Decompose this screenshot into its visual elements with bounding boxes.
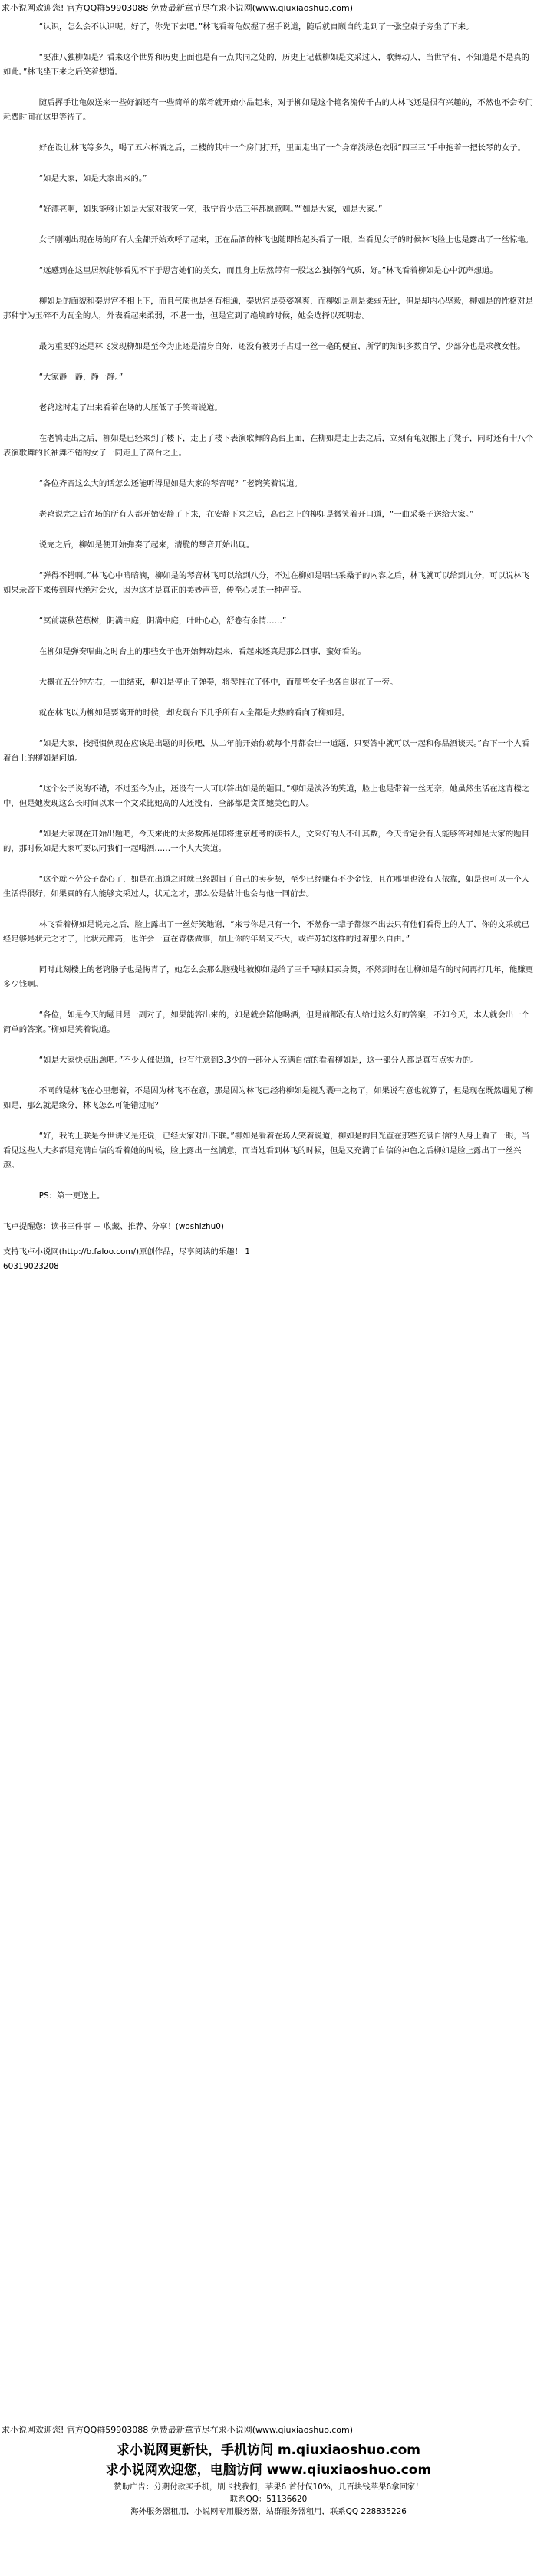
paragraph: 在老鸨走出之后，柳如是已经来到了楼下，走上了楼下表演歌舞的高台上面，在柳如是走上去之后，立刻有龟奴搬上了凳子，同时还有十八个表演歌舞的长袖舞不错的女子一同走上了高台之上。 — [3, 434, 534, 458]
paragraph: 好在设让林飞等多久，喝了五六杯酒之后，二楼的其中一个房门打开，里面走出了一个身穿淡绿色衣服“四三三”手中抱着一把长琴的女子。 — [38, 143, 525, 153]
paragraph: “如是大家，如是大家出来的。” — [38, 174, 147, 183]
paragraph: 说完之后，柳如是便开始弹奏了起来，清脆的琴音开始出现。 — [38, 540, 255, 550]
paragraph: “远感到在这里居然能够看见不下于思宫她们的美女，而且身上居然带有一股这么独特的气质，好。”林飞看着柳如是心中沉声想道。 — [38, 266, 498, 275]
faloo-reminder: 飞卢提醒您：读书三件事 － 收藏、推荐、分享！(woshizhu0) — [3, 1222, 224, 1231]
paragraph: “要准八独柳如是？看来这个世界和历史上面也是有一点共同之处的，历史上记载柳如是文采过人，歌舞动人，当世罕有，不知道是不是真的如此。”林飞坐下来之后笑着想道。 — [3, 53, 530, 77]
paragraph: 林飞看着柳如是说完之后，脸上露出了一丝好笑地谢，“来亏你是只有一个，不然你一辈子都嫁不出去只有他们看得上的人了，你的文采就已经足够是状元之才了，比状元都高，也许会一直在青楼做事，加上你的年龄又不大，或许苏轼这样的过着那么自由。” — [3, 920, 530, 944]
paragraph: 随后挥手让龟奴送来一些好酒还有一些简单的菜肴就开始小品起来，对于柳如是这个艳名流传千古的人林飞还是很有兴趣的，不然也不会专门耗费时间在这里等待了。 — [3, 98, 534, 122]
faloo-support-number: 60319023208 — [3, 1262, 59, 1271]
paragraph: “这个就不劳公子费心了，如是在出道之时就已经题目了自己的卖身契，至少已经赚有不少金钱，且在哪里也没有人依靠，如是也可以一个人生活得很好，如果真的有人能够文采过人，状元之才，那么公是估计也会与他一同前去。 — [3, 875, 530, 899]
paragraph: 同时此刻楼上的老鸨肠子也是悔青了，她怎么会那么脑残地被柳如是给了三千两赎回卖身契，不然到时在让柳如是有的时间再打几年，能赚更多少钱啊。 — [3, 965, 534, 989]
paragraph: 老鸨说完之后在场的所有人都开始安静了下来，在安静下来之后，高台之上的柳如是微笑着开口道，“一曲采桑子送给大家。” — [38, 510, 474, 519]
paragraph: “认识，怎么会不认识呢，好了，你先下去吧。”林飞看着龟奴握了握手说道，随后就自顾自的走到了一张空桌子旁坐了下来。 — [38, 22, 474, 31]
paragraph: 女子刚刚出现在场的所有人全都开始欢呼了起来，正在品酒的林飞也随即抬起头看了一眼，当看见女子的时候林飞脸上也是露出了一丝惊艳。 — [38, 235, 534, 245]
paragraph: 柳如是的面貌和秦思宫不相上下，而且气质也是各有相通，秦思宫是英姿飒爽，而柳如是则是柔弱无比，但是却内心坚毅，柳如是的性格对是那种宁为玉碎不为瓦全的人，外表看起来柔弱，不堪一击，但是宣到了绝境的时候，她会选择以死明志。 — [3, 297, 534, 320]
paragraph: 老鸨这时走了出来看着在场的人压低了手笑着说道。 — [38, 403, 222, 412]
desktop-access-link[interactable]: 求小说网欢迎您，电脑访问 www.qiuxiaoshuo.com — [105, 2463, 432, 2478]
paragraph: 不同的是林飞在心里想着，不是因为林飞不在意，那是因为林飞已经将柳如是视为囊中之物了，如果说有意也就算了，但是现在既然遇见了柳如是，那么就是缘分，林飞怎么可能错过呢？ — [3, 1086, 534, 1110]
paragraph: 最为重要的还是林飞发现柳如是至今为止还是清身自好，还没有被男子占过一丝一毫的便宜，所学的知识多数自学，少部分也是求教女性。 — [38, 342, 525, 351]
paragraph: “好漂亮啊，如果能够让如是大家对我笑一笑，我宁肯少活三年都愿意啊。”“如是大家，如是大家。” — [38, 205, 383, 214]
author-note: PS：第一更送上。 — [38, 1191, 105, 1201]
paragraph: 大概在五分钟左右，一曲结束，柳如是停止了弹奏，将琴推在了怀中，而那些女子也各自退在了一旁。 — [38, 678, 398, 687]
server-ad: 海外服务器租用，小说网专用服务器，站群服务器租用，联系QQ 228835226 — [130, 2507, 407, 2516]
paragraph: “大家静一静，静一静。” — [38, 373, 124, 382]
paragraph: “各位齐音这么大的话怎么还能听得见如是大家的琴音呢？”老鸨笑着说道。 — [38, 479, 303, 488]
paragraph: “各位，如是今天的题目是一副对子，如果能答出来的，如是就会陪他喝酒，但是前都没有人给过这么好的答案，不如今天，本人就会出一个简单的答案。”柳如是笑着说道。 — [3, 1010, 530, 1034]
paragraph: “如是大家现在开始出题吧，今天来此的大多数都是即将进京赶考的读书人，文采好的人不计其数，今天肯定会有人能够答对如是大家的题目的，那时候如是大家可要以同我们一起喝酒……一个人大笑道。 — [3, 830, 530, 853]
footer-header-line: 求小说网欢迎您! 官方QQ群59903088 免费最新章节尽在求小说网(www.qiuxiaoshuo.com) — [2, 2425, 354, 2435]
faloo-support-text — [3, 1245, 534, 1274]
paragraph: “冥前凄秋芭蕉树，阴满中庭，阴满中庭，叶叶心心，舒卷有余情……” — [38, 616, 287, 626]
sponsor-ad: 赞助广告：分期付款买手机，刷卡找我们，苹果6 首付仅10%，几百块钱苹果6拿回家！ — [114, 2482, 423, 2492]
faloo-support-line: 支持飞卢小说网(http://b.faloo.com/)原创作品，尽享阅读的乐趣！ 1 — [3, 1247, 251, 1257]
contact-qq: 联系QQ：51136620 — [229, 2495, 308, 2504]
paragraph: “这个公子说的不错，不过至今为止，还设有一人可以答出如是的题目。”柳如是淡泠的笑道，脸上也是带着一丝无奈，她虽然生活在这青楼之中，但是她发现这么长时间以来一个文采比她高的人还没有，全部都是贪图她美色的人。 — [3, 784, 530, 808]
paragraph: “弹得不错啊。”林飞心中暗暗滴，柳如是的琴音林飞可以给到八分，不过在柳如是唱出采桑子的内容之后，林飞就可以给到九分，可以说林飞如果录音下来传到现代绝对会火，因为这才是真正的美妙声音，传至心灵的一种声音。 — [3, 571, 530, 595]
chapter-content — [0, 20, 537, 1285]
paragraph: “如是大家快点出题吧。”不少人催促道，也有注意到3.3少的一部分人充满自信的看着柳如是，这一部分人都是真有点实力的。 — [38, 1056, 479, 1065]
paragraph: “如是大家，按照惯例现在应该是出题的时候吧，从二年前开始你就每个月都会出一道题，只要答中就可以一起和你品酒谈天。”台下一个人看着台上的柳如是问道。 — [3, 739, 530, 763]
site-footer — [0, 2440, 537, 2518]
paragraph: “好，我的上联是今世讲义是还说，已经大家对出下联。”柳如是看着在场人笑着说道，柳如是的目光直在那些充满自信的人身上看了一眼，当看见这些人大多都是充满自信的看着她的时候，脸上露出一丝满意，而当她看到林飞的时候，但是又充满了自信的神色之后柳如是脸上露出了一丝兴趣。 — [3, 1132, 530, 1170]
mobile-access-link[interactable]: 求小说网更新快，手机访问 m.qiuxiaoshuo.com — [116, 2443, 421, 2458]
paragraph: 在柳如是弹奏唱曲之时台上的那些女子也开始舞动起来，看起来还真是那么回事，蛮好看的。 — [38, 647, 366, 656]
top-header-bar: 求小说网欢迎您! 官方QQ群59903088 免费最新章节尽在求小说网(www.qiuxiaoshuo.com) — [2, 3, 354, 13]
paragraph: 就在林飞以为柳如是要离开的时候，却发现台下几乎所有人全都是火热的看向了柳如是。 — [38, 708, 351, 718]
